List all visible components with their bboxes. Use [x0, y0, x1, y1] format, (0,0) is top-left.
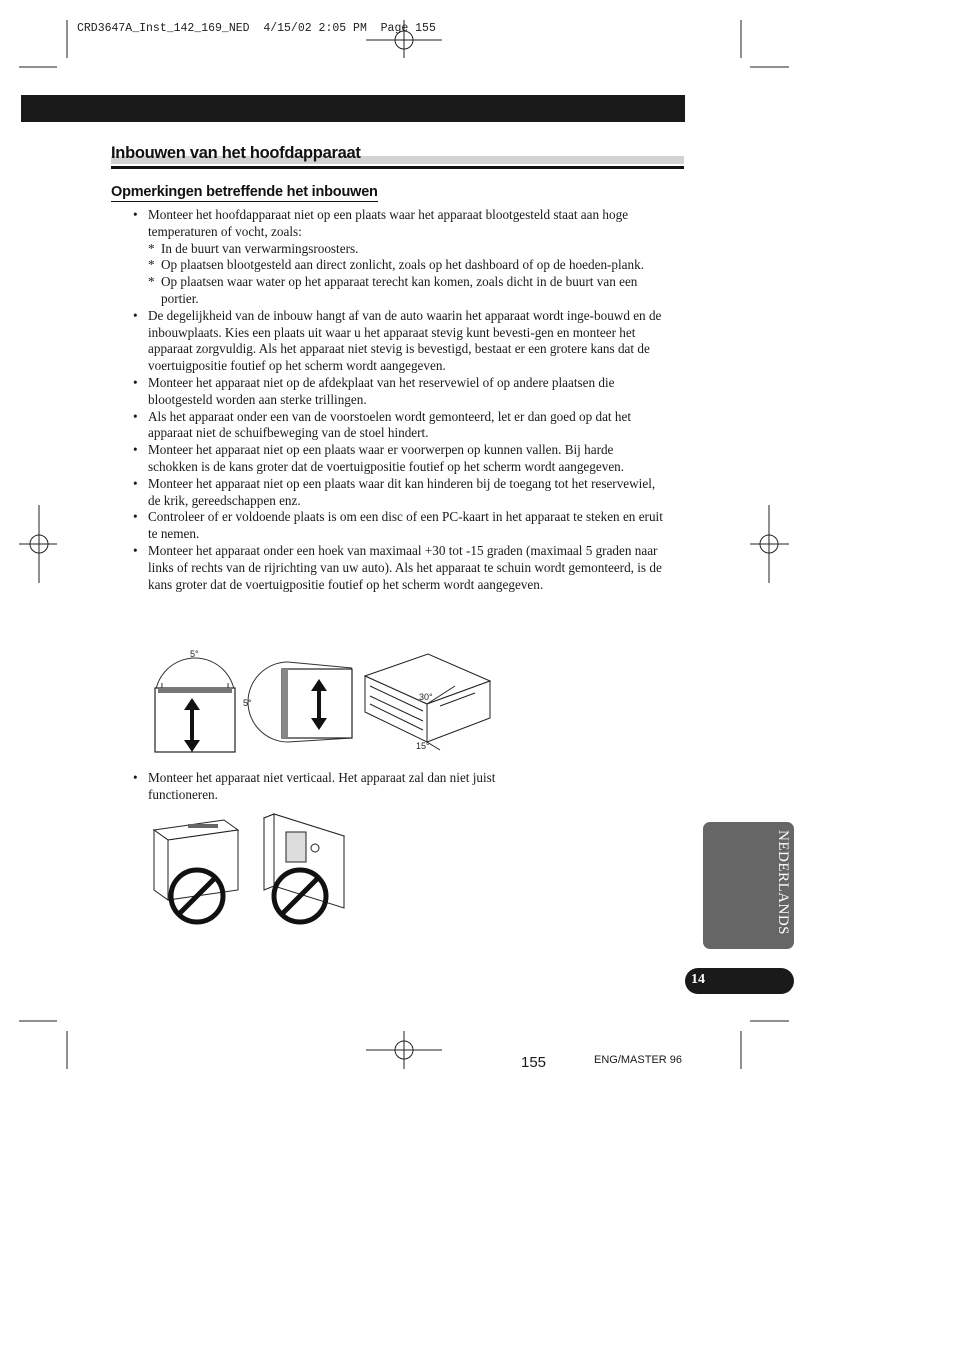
list-item: [133, 543, 663, 593]
list-item: [133, 442, 663, 476]
bullet-mark: •: [133, 542, 138, 558]
bullet-mark: •: [133, 408, 138, 424]
list-item-text: Monteer het apparaat niet op een plaats waar dit kan hinderen bij de toegang tot het reservewiel, de krik, gereedschappen enz.: [148, 475, 656, 508]
section-rule-black: [111, 166, 684, 169]
list-item: [133, 409, 663, 443]
list-item: [133, 770, 553, 804]
star-mark: *: [148, 240, 155, 256]
sub-item-text: In de buurt van verwarmingsroosters.: [161, 240, 359, 256]
list-item: [133, 207, 663, 241]
angle-label-top: 5°: [190, 649, 199, 659]
vertical-note-list: [133, 770, 553, 804]
notes-list: [133, 207, 663, 593]
angle-label-up: 30°: [419, 692, 433, 702]
vertical-unit-illustration-left: [154, 820, 238, 900]
top-bar: [21, 95, 685, 122]
list-item-text: Monteer het apparaat niet op een plaats waar er voorwerpen op kunnen vallen. Bij harde schokken is de kans groter dat de voertuigpositie foutief op het scherm wordt aangegeven.: [148, 442, 625, 474]
sub-list-item: [133, 274, 663, 308]
list-item: [133, 375, 663, 409]
angle-figure: [140, 646, 500, 758]
sub-list-item: [133, 257, 663, 274]
list-item-text: Controleer of er voldoende plaats is om een disc of een PC-kaart in het apparaat te steken en eruit te nemen.: [148, 509, 663, 542]
bullet-mark: •: [133, 442, 138, 458]
angle-label-down: 15°: [416, 741, 430, 751]
chapter-number: 14: [691, 972, 705, 987]
sub-item-text: Op plaatsen waar water op het apparaat terecht kan komen, zoals dicht in de buurt van een portier.: [161, 274, 638, 306]
bullet-mark: •: [133, 374, 138, 390]
print-header: CRD3647A_Inst_142_169_NED 4/15/02 2:05 PM Page 155: [77, 22, 436, 35]
list-item: [133, 509, 663, 543]
page-number: 155: [521, 1054, 547, 1071]
bullet-mark: •: [133, 770, 138, 785]
bullet-mark: •: [133, 307, 138, 323]
list-item-text: Monteer het apparaat onder een hoek van maximaal +30 tot -15 graden (maximaal 5 graden naar links of rechts van de rijrichting van uw auto). Als het apparaat te schuin wordt gemonteerd, is de kans groter dat de voertuigpositie foutief op het scherm wordt aangegeven.: [148, 542, 662, 592]
side-view-illustration: [248, 662, 352, 742]
sub-list-item: [133, 241, 663, 258]
language-tab-label: NEDERLANDS: [775, 830, 791, 935]
vertical-prohibited-figure: [148, 812, 348, 928]
chapter-badge: [685, 968, 794, 994]
sub-item-text: Op plaatsen blootgesteld aan direct zonlicht, zoals op het dashboard of op de hoeden-plank.: [161, 257, 645, 273]
language-tab: [703, 822, 794, 949]
angle-label-side: 5°: [243, 698, 252, 708]
bullet-mark: •: [133, 509, 138, 525]
bullet-mark: •: [133, 475, 138, 491]
list-item: [133, 476, 663, 510]
list-item-text: Monteer het apparaat niet verticaal. Het apparaat zal dan niet juist functioneren.: [148, 770, 496, 802]
bullet-mark: •: [133, 207, 138, 222]
list-item-text: Als het apparaat onder een van de voorstoelen wordt gemonteerd, let er dan goed op dat het apparaat niet de schuifbeweging van de stoel hindert.: [148, 408, 631, 441]
subsection-title: Opmerkingen betreffende het inbouwen: [111, 184, 378, 200]
list-item-text: Monteer het apparaat niet op de afdekplaat van het reservewiel of op andere plaatsen die blootgesteld worden aan sterke trillingen.: [148, 374, 615, 407]
front-view-illustration: [155, 658, 235, 752]
star-mark: *: [148, 257, 155, 273]
list-item-text: Monteer het hoofdapparaat niet op een plaats waar het apparaat blootgesteld staat aan hoge temperaturen of vocht, zoals:: [148, 207, 629, 239]
isometric-unit-illustration: [365, 654, 490, 750]
master-label: ENG/MASTER 96: [594, 1054, 683, 1066]
list-item: [133, 308, 663, 375]
section-title: Inbouwen van het hoofdapparaat: [111, 144, 361, 162]
list-item-text: De degelijkheid van de inbouw hangt af van de auto waarin het apparaat wordt inge-bouwd en de inbouwplaats. Kies een plaats uit waar u het apparaat stevig kunt bevesti-gen en monteer het apparaat zorgvuldig. Als het apparaat niet stevig is bevestigd, bestaat er een grotere kans dat de voertuigpositie foutief op het scherm wordt aangegeven.: [148, 307, 662, 374]
star-mark: *: [148, 274, 155, 290]
